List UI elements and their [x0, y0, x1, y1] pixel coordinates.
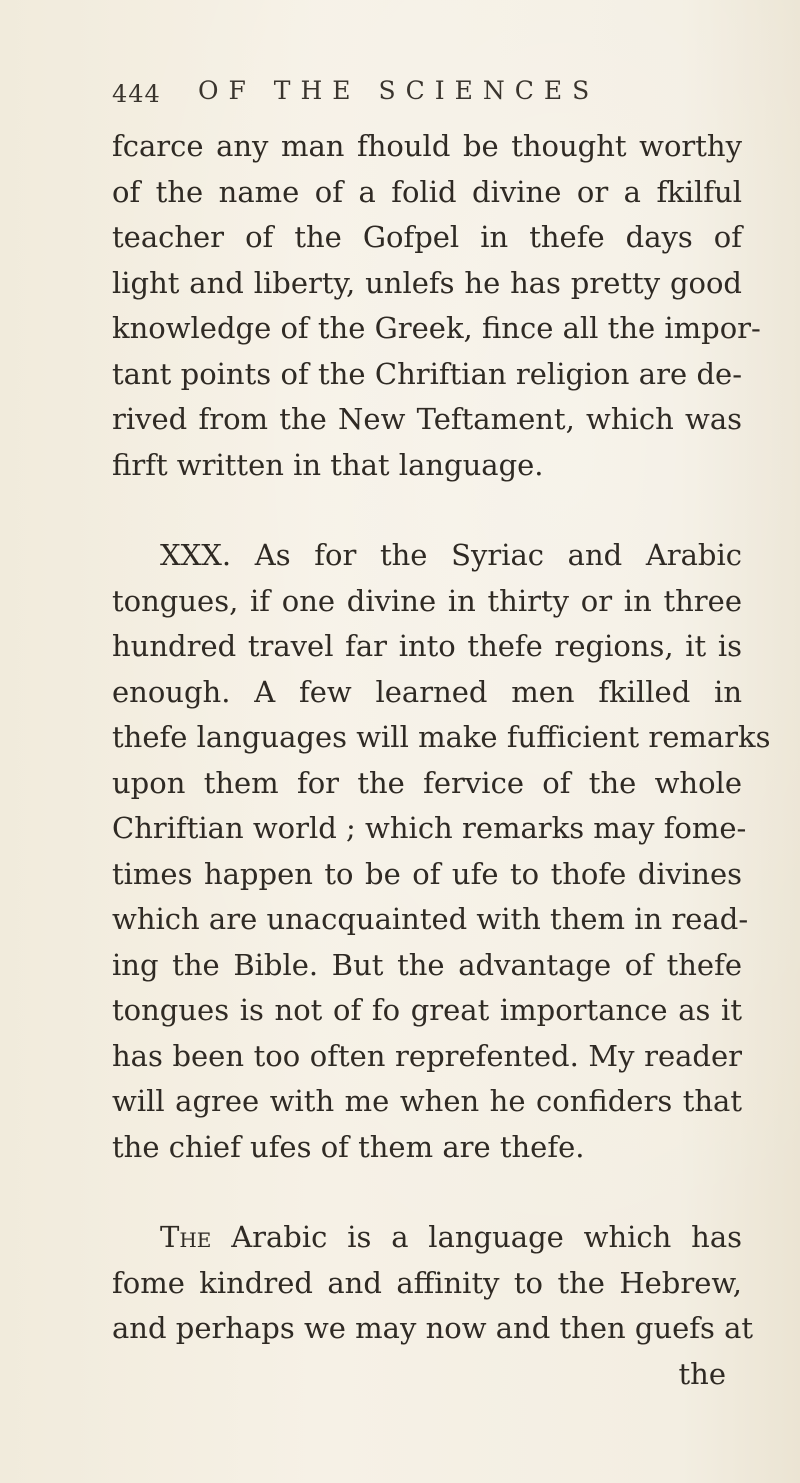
text-line: light and liberty, unlefs he has pretty good	[112, 265, 742, 300]
text-line: hundred travel far into thefe regions, it is	[112, 629, 742, 663]
text-line: which are unacquainted with them in read-	[112, 902, 749, 936]
paragraph-1	[112, 124, 761, 488]
text-line: fcarce any man fhould be thought worthy	[112, 129, 742, 163]
running-head	[112, 72, 732, 112]
text-line: the chief ufes of them are thefe.	[112, 1129, 585, 1164]
text-line: tongues is not of fo great importance as it	[112, 993, 742, 1027]
text-line: rived from the New Teftament, which was	[112, 402, 742, 436]
text-line: knowledge of the Greek, fince all the impor-	[112, 311, 761, 345]
catchword: the	[678, 1356, 726, 1391]
text-line: fome kindred and affinity to the Hebrew,	[112, 1265, 742, 1300]
text-line: upon them for the fervice of the whole	[112, 765, 742, 800]
text-fragment: Arabic is a language which has	[211, 1220, 742, 1254]
running-title: OF THE SCIENCES	[198, 76, 600, 105]
text-line: Chriftian world ; which remarks may fome-	[112, 811, 747, 845]
text-line: firft written in that language.	[112, 447, 544, 482]
text-line	[112, 1215, 742, 1261]
text-line: XXX. As for the Syriac and Arabic	[160, 538, 742, 572]
text-line: enough. A few learned men fkilled in	[112, 674, 742, 709]
page-number: 444	[112, 80, 161, 108]
text-line: thefe languages will make fufficient remarks	[112, 720, 771, 754]
text-line: tongues, if one divine in thirty or in three	[112, 583, 742, 618]
text-line: of the name of a folid divine or a fkilful	[112, 174, 742, 209]
text-line: tant points of the Chriftian religion are de-	[112, 356, 742, 391]
text-line: has been too often reprefented. My reader	[112, 1038, 742, 1073]
text-line: will agree with me when he confiders that	[112, 1084, 742, 1118]
paragraph-gap	[112, 1170, 742, 1215]
text-line: and perhaps we may now and then guefs at	[112, 1311, 754, 1345]
small-caps-opening: The	[160, 1220, 212, 1254]
text-line: times happen to be of ufe to thofe divines	[112, 856, 742, 891]
paragraph-2	[112, 533, 771, 1170]
body-text	[112, 124, 771, 1397]
text-line: teacher of the Gofpel in thefe days of	[112, 220, 742, 254]
text-line: ing the Bible. But the advantage of thefe	[112, 947, 742, 982]
paragraph-gap	[112, 488, 742, 533]
paragraph-3	[112, 1215, 754, 1397]
